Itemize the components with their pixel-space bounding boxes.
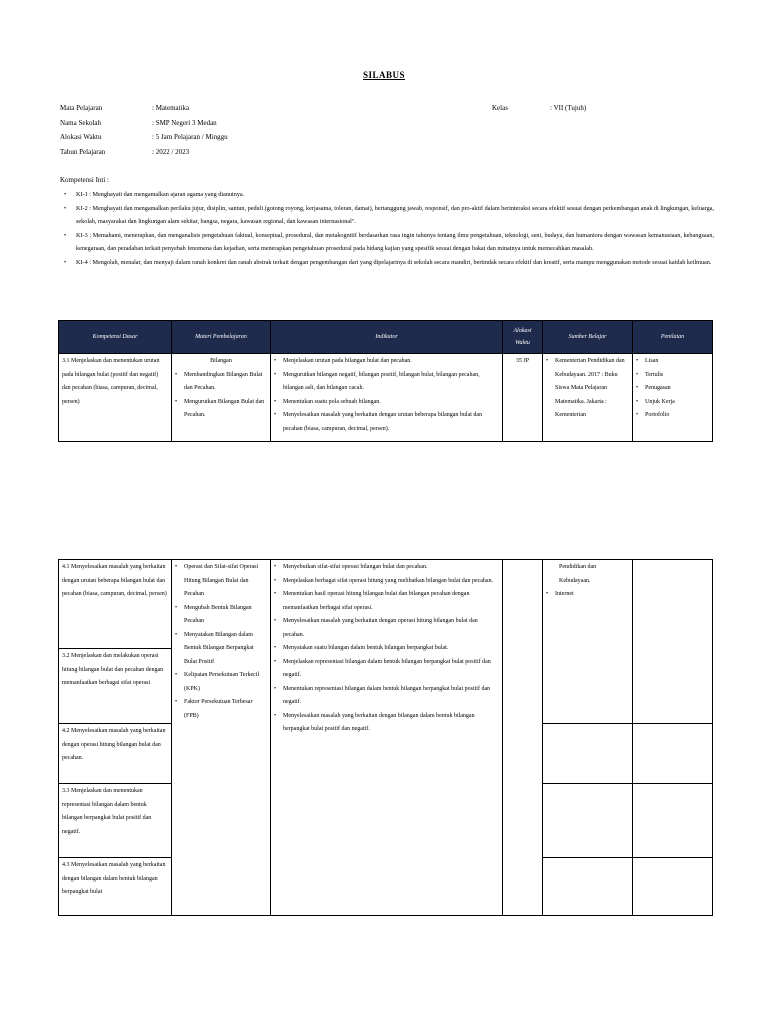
- list-item: • Mengubah Bentuk Bilangan Pecahan: [175, 602, 267, 629]
- sumber-cell: [543, 784, 633, 858]
- list-item: • Portofolio: [636, 409, 709, 423]
- list-item: • Menjelaskan urutan pada bilangan bulat dan pecahan.: [274, 355, 499, 369]
- sumber-cell: [543, 354, 633, 442]
- info-value: : VII (Tujuh): [550, 104, 587, 112]
- sumber-cell: [543, 724, 633, 784]
- list-item: • Menentukan suatu pola sebuah bilangan.: [274, 396, 499, 410]
- list-item: • Unjuk Kerja: [636, 396, 709, 410]
- materi-title: Bilangan: [210, 358, 232, 364]
- materi-cell: [172, 354, 271, 442]
- info-label: Tahun Pelajaran: [60, 147, 106, 156]
- alokasi-cell: 35 JP: [503, 354, 543, 442]
- materi-list: [175, 561, 267, 723]
- document-title: SILABUS: [362, 70, 406, 80]
- kd-text: 4.3 Menyelesaikan masalah yang berkaitan dengan bilangan dalam bentuk bilangan berpangkat bulat: [62, 862, 166, 895]
- header-sumber: Sumber Belajar: [543, 321, 633, 354]
- ki-item: • KI-2 : Menghayati dan mengamalkan perilaku jujur, disiplin, santun, peduli (gotong royong, kerjasama, toleran, damai), bertanggung jawab, responsif, dan pro-aktif dalam berinteraksi secara efektif sesuai dengan perkembangan anak di lingkungan, keluarga, sekolah, masyarakat dan lingkungan alam sekitar, bangsa, negara, kawasan regional, dan kawasan internasional".: [64, 202, 714, 229]
- header-penilaian: Penilaian: [633, 321, 713, 354]
- kd-cell: [59, 354, 172, 442]
- penilaian-list: [636, 355, 709, 423]
- list-item: • Menyelesaikan masalah yang berkaitan dengan urutan beberapa bilangan bulat dan pecahan (biasa, campuran, decimal, persen).: [274, 409, 499, 436]
- penilaian-cell: [633, 560, 713, 724]
- list-item: • Menyebutkan sifat-sifat operasi bilangan bulat dan pecahan.: [274, 561, 499, 575]
- ki-item: • KI-3 : Memahami, menerapkan, dan menganalisis pengetahuan faktual, konseptual, prosedural, dan metakognitif berdasarkan rasa ingin tahunya tentang ilmu pengetahuan, teknologi, seni, budaya, dan humaniora dengan wawasan kemanusiaan, kebangsaan, kenegaraan, dan peradaban terkait penyebab fenomena dan kejadian, serta menerapkan pengetahuan prosedural pada bidang kajian yang spesifik sesuai dengan bakat dan minatnya untuk memecahkan masalah.: [64, 229, 714, 256]
- list-item: • Menjelaskan representasi bilangan dalam bentuk bilangan berpangkat bulat positif dan negatif.: [274, 656, 499, 683]
- kd-text: 3.3 Menjelaskan dan menentukan representasi bilangan dalam bentuk bilangan berpangkat bulat positif dan negatif.: [62, 788, 152, 835]
- header-materi: Materi Pembelajaran: [172, 321, 271, 354]
- list-item: • Tertulis: [636, 369, 709, 383]
- core-competency-list: [64, 188, 714, 269]
- info-label: Nama Sekolah: [60, 118, 102, 127]
- core-competency-heading: Kompetensi Inti :: [60, 176, 109, 184]
- course-info: [60, 101, 228, 159]
- kd-cell: [59, 560, 172, 649]
- list-item: • Menjelaskan berbagai sifat operasi hitung yang melibatkan bilangan bulat dan pecahan.: [274, 575, 499, 589]
- list-item: • Menentukan hasil operasi hitung bilangan bulat dan bilangan pecahan dengan memanfaatkan berbagai sifat operasi.: [274, 588, 499, 615]
- list-item: • Menyatakan suatu bilangan dalam bentuk bilangan berpangkat bulat.: [274, 642, 499, 656]
- kd-text: 4.2 Menyelesaikan masalah yang berkaitan dengan operasi hitung bilangan bulat dan pecahan.: [62, 728, 166, 761]
- info-label: Mata Pelajaran: [60, 104, 103, 112]
- info-label: Alokasi Waktu: [60, 133, 102, 141]
- kd-text: 3.1 Menjelaskan dan menentukan urutan pada bilangan bulat (positif dan negatif) dan pecahan (biasa, campuran, decimal, persen): [62, 358, 160, 405]
- sumber-cell: [543, 858, 633, 916]
- list-item: • Menyatakan Bilangan dalam Bentuk Bilangan Berpangkat Bulat Positif: [175, 629, 267, 670]
- list-item: • Menyelesaikan masalah yang berkaitan dengan bilangan dalam bentuk bilangan berpangkat bulat positif dan negatif.: [274, 710, 499, 737]
- list-item: • Mengurutkan Bilangan Bulat dan Pecahan.: [175, 396, 267, 423]
- kd-cell: [59, 724, 172, 784]
- kd-text: 3.2 Menjelaskan dan melakukan operasi hitung bilangan bulat dan pecahan dengan memanfaatkan berbagai sifat operasi: [62, 653, 164, 686]
- info-row-subject: [60, 101, 228, 116]
- indikator-list: [274, 561, 499, 737]
- info-value: : 2022 / 2023: [152, 147, 190, 156]
- penilaian-cell: [633, 858, 713, 916]
- list-item: • Kementerian Pendidikan dan Kebudayaan. 2017 : Buku Siswa Mata Pelajaran Matematika. Jakarta : Kementerian: [546, 355, 629, 423]
- info-row-class: [492, 101, 586, 116]
- list-item: • Faktor Persekutuan Terbesar (FPB): [175, 696, 267, 723]
- table-row: [59, 354, 713, 442]
- list-item: • Internet: [546, 588, 629, 602]
- penilaian-cell: [633, 354, 713, 442]
- materi-cell: [172, 560, 271, 916]
- list-item: • Lisan: [636, 355, 709, 369]
- kd-cell: [59, 784, 172, 858]
- penilaian-cell: [633, 784, 713, 858]
- header-kompetensi-dasar: Kompetensi Dasar: [59, 321, 172, 354]
- info-value: : 5 Jam Pelajaran / Minggu: [152, 133, 228, 141]
- sumber-cell: [543, 560, 633, 724]
- info-row-year: [60, 145, 228, 160]
- table-row: [59, 560, 713, 649]
- table-header-row: [59, 321, 713, 354]
- list-item: • Operasi dan Sifat-sifat Operasi Hitung Bilangan Bulat dan Pecahan: [175, 561, 267, 602]
- list-item: • Membandingkan Bilangan Bulat dan Pecahan.: [175, 369, 267, 396]
- class-info: [492, 101, 586, 116]
- penilaian-cell: [633, 724, 713, 784]
- list-item: • Menyelesaikan masalah yang berkaitan dengan operasi hitung bilangan bulat dan pecahan.: [274, 615, 499, 642]
- kd-text: 4.1 Menyelesaikan masalah yang berkaitan dengan urutan beberapa bilangan bulat dan pecahan (biasa, campuran, decimal, persen): [62, 564, 167, 597]
- alokasi-cell: [503, 560, 543, 916]
- sumber-list: [546, 588, 629, 602]
- header-alokasi: Alokasi Waktu: [503, 321, 543, 354]
- header-indikator: Indikator: [271, 321, 503, 354]
- list-item: • Menentukan representasi bilangan dalam bentuk bilangan berpangkat bulat positif dan negatif.: [274, 683, 499, 710]
- ki-item: • KI-1 : Menghayati dan mengamalkan ajaran agama yang dianutnya.: [64, 188, 714, 202]
- info-row-school: [60, 116, 228, 131]
- ki-item: • KI-4 : Mengolah, menalar, dan menyaji dalam ranah konkret dan ranah abstrak terkait dengan pengembangan dari yang dipelajarinya di sekolah secara mandiri, bertindak secara efektif dan kreatif, serta mampu menggunakan metode sesuai kaidah keilmuan.: [64, 256, 714, 270]
- kd-cell: [59, 858, 172, 916]
- materi-list: [175, 369, 267, 423]
- list-item: • Mengurutkan bilangan negatif, bilangan positif, bilangan bulat, bilangan pecahan, bilangan asli, dan bilangan cacah.: [274, 369, 499, 396]
- sumber-list: [546, 355, 629, 423]
- sumber-text: Pendidikan dan Kebudayaan.: [559, 564, 597, 584]
- syllabus-table-1: [58, 320, 713, 442]
- info-value: : SMP Negeri 3 Medan: [152, 118, 217, 127]
- list-item: • Kelipatan Persekutuan Terkecil (KPK): [175, 669, 267, 696]
- syllabus-table-2: [58, 559, 713, 916]
- indikator-cell: [271, 354, 503, 442]
- indikator-list: [274, 355, 499, 436]
- info-value: : Matematika: [152, 104, 190, 112]
- info-label: Kelas: [492, 104, 508, 112]
- info-row-time: [60, 130, 228, 145]
- kd-cell: [59, 649, 172, 724]
- indikator-cell: [271, 560, 503, 916]
- list-item: • Penugasan: [636, 382, 709, 396]
